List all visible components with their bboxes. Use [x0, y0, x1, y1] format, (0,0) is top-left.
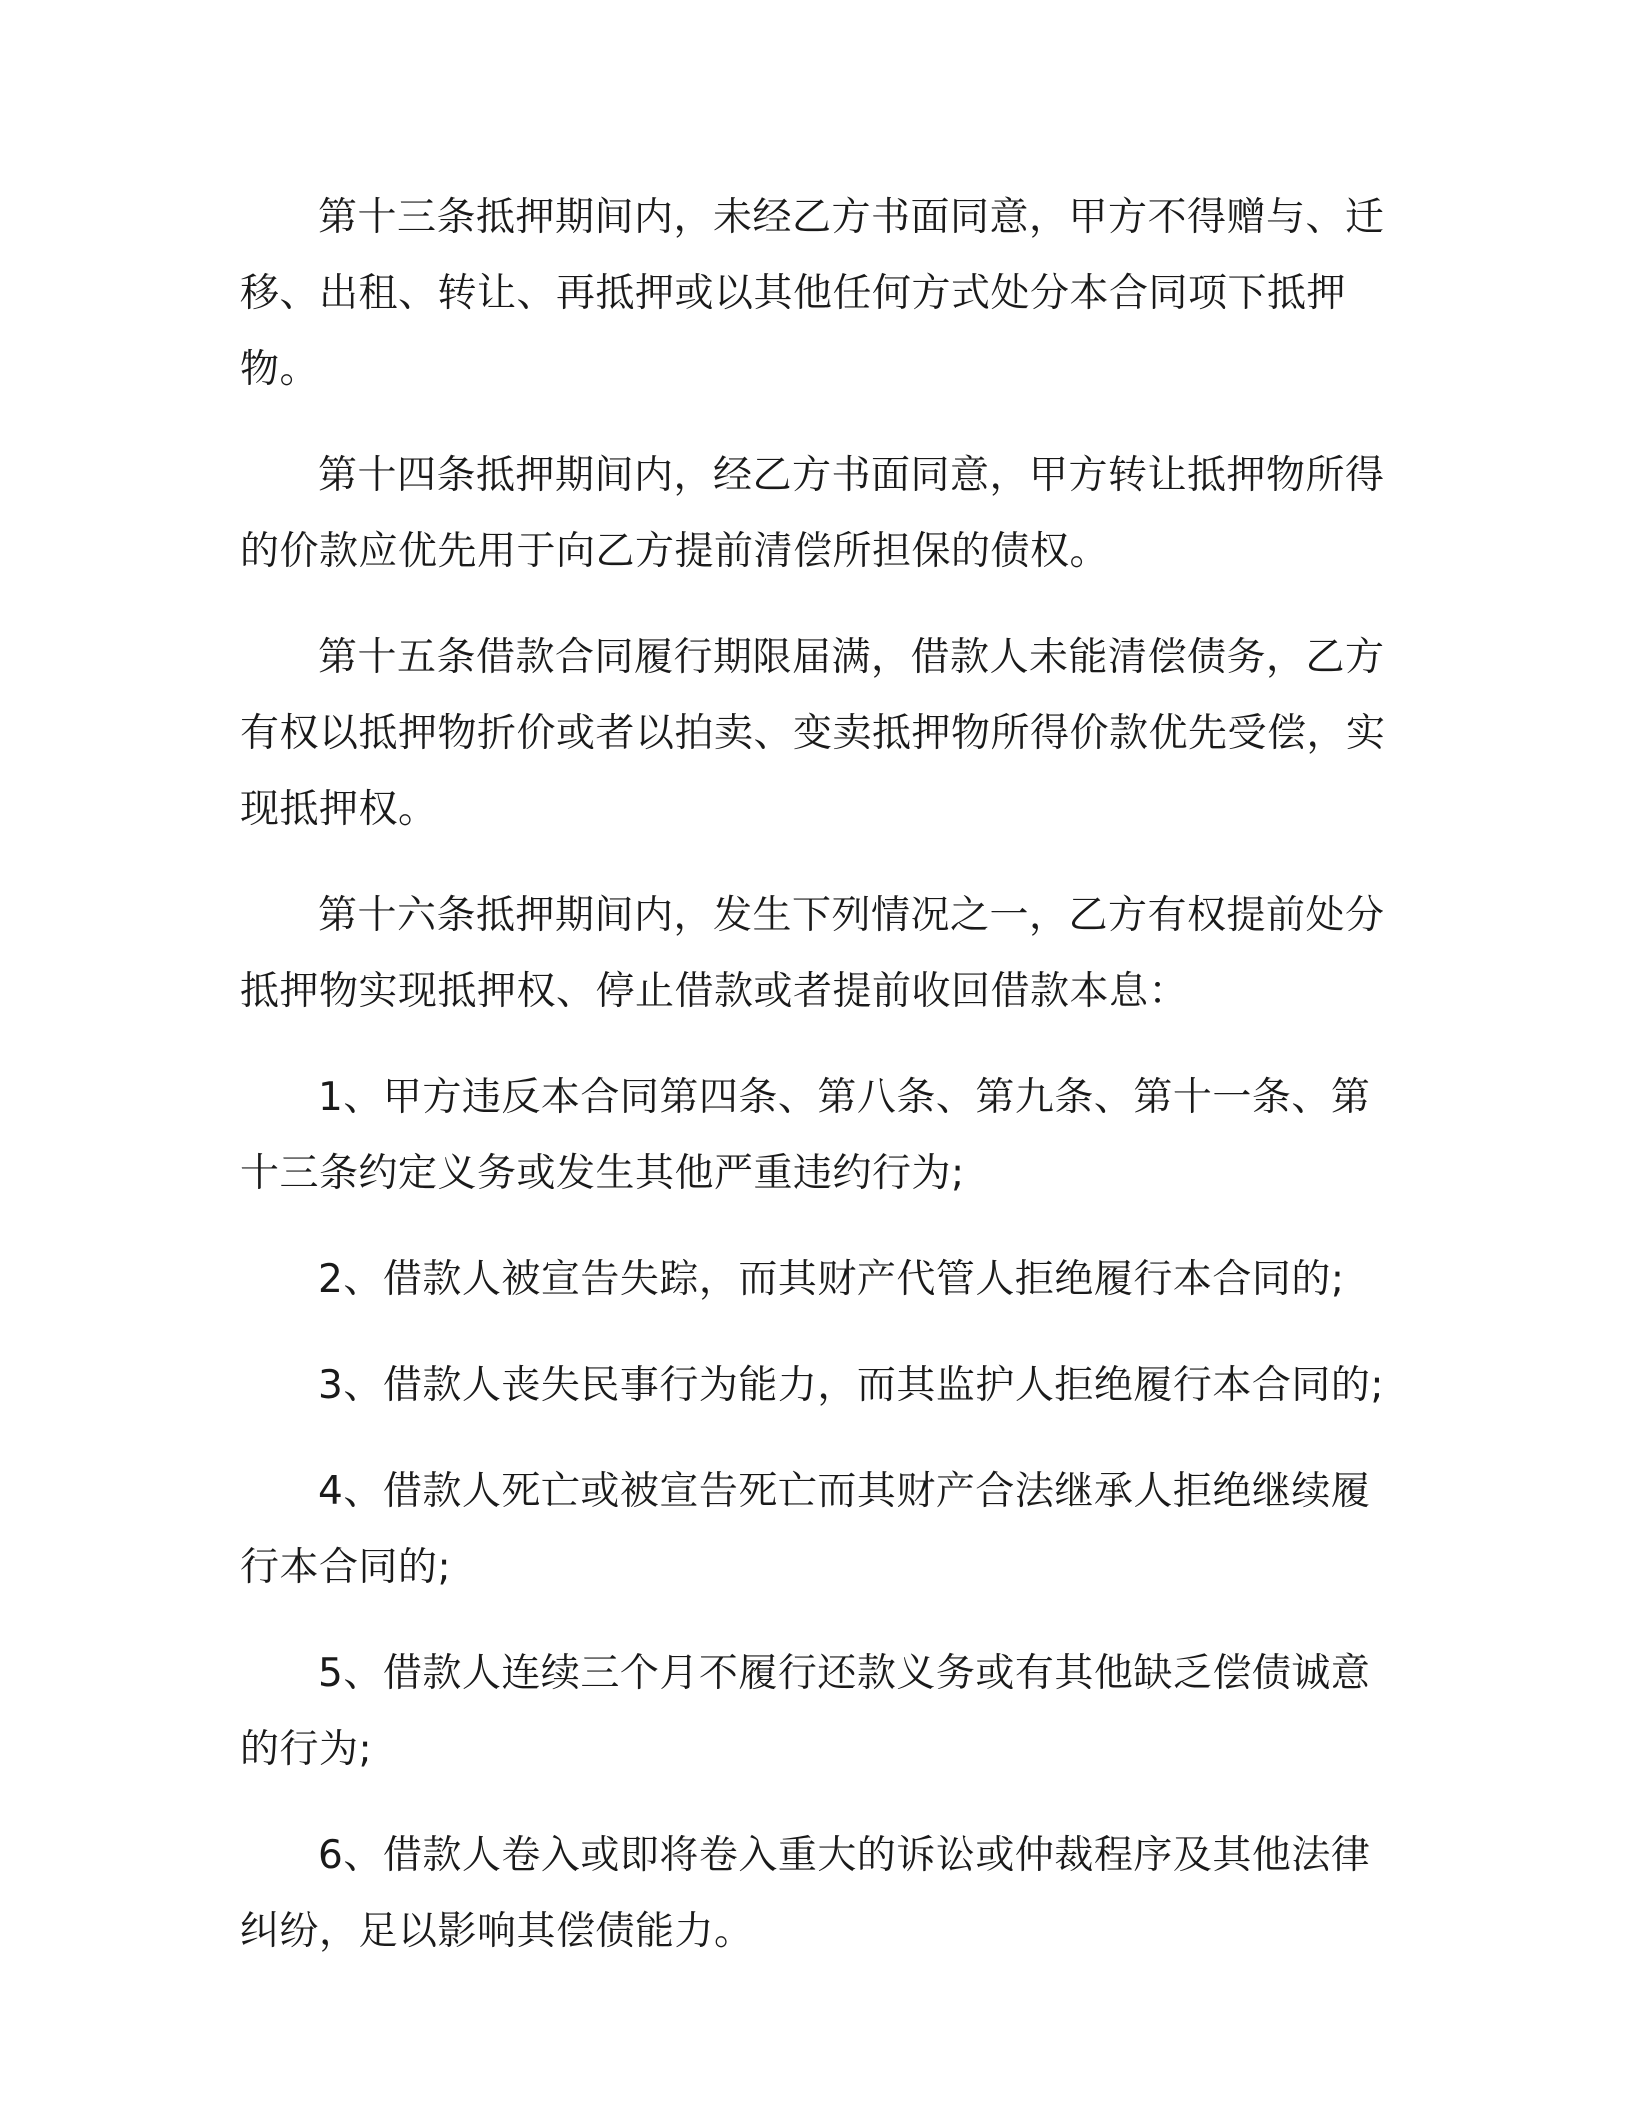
- article-13-paragraph: 第十三条抵押期间内，未经乙方书面同意，甲方不得赠与、迁移、出租、转让、再抵押或以其他任何方式处分本合同项下抵押物。: [240, 195, 1385, 392]
- clause-item-5: 5、借款人连续三个月不履行还款义务或有其他缺乏偿债诚意的行为;: [240, 1651, 1371, 1772]
- clause-item-6: 6、借款人卷入或即将卷入重大的诉讼或仲裁程序及其他法律纠纷，足以影响其偿债能力。: [240, 1833, 1371, 1954]
- document-body: [240, 180, 1400, 2000]
- clause-item-3: 3、借款人丧失民事行为能力，而其监护人拒绝履行本合同的;: [318, 1363, 1384, 1408]
- clause-item-2: 2、借款人被宣告失踪，而其财产代管人拒绝履行本合同的;: [318, 1257, 1345, 1302]
- clause-item-1: 1、甲方违反本合同第四条、第八条、第九条、第十一条、第十三条约定义务或发生其他严重违约行为;: [240, 1075, 1371, 1196]
- article-16-paragraph: 第十六条抵押期间内，发生下列情况之一，乙方有权提前处分抵押物实现抵押权、停止借款或者提前收回借款本息：: [240, 893, 1385, 1014]
- article-14-paragraph: 第十四条抵押期间内，经乙方书面同意，甲方转让抵押物所得的价款应优先用于向乙方提前清偿所担保的债权。: [240, 453, 1385, 574]
- clause-item-4: 4、借款人死亡或被宣告死亡而其财产合法继承人拒绝继续履行本合同的;: [240, 1469, 1371, 1590]
- article-15-paragraph: 第十五条借款合同履行期限届满，借款人未能清偿债务，乙方有权以抵押物折价或者以拍卖、变卖抵押物所得价款优先受偿，实现抵押权。: [240, 635, 1386, 832]
